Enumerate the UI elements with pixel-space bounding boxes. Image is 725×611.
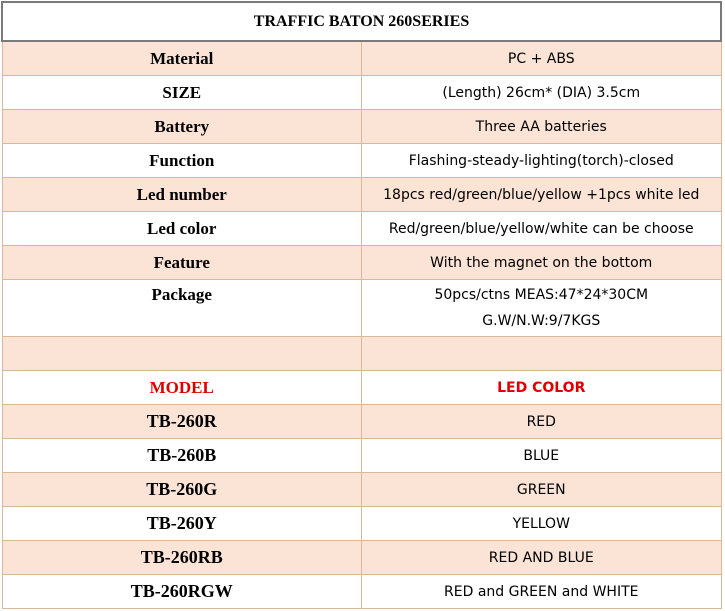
spec-row-material bbox=[2, 41, 721, 76]
model-row bbox=[2, 473, 721, 507]
spec-value: 18pcs red/green/blue/yellow +1pcs white led bbox=[362, 178, 722, 212]
spec-label: Function bbox=[2, 144, 362, 178]
package-line-2: G.W/N.W:9/7KGS bbox=[482, 313, 601, 329]
spec-value: PC + ABS bbox=[362, 41, 722, 76]
spec-value: (Length) 26cm* (DIA) 3.5cm bbox=[362, 76, 722, 110]
title-row bbox=[2, 2, 721, 41]
led-color-column-header: LED COLOR bbox=[362, 371, 722, 405]
spec-label: Led color bbox=[2, 212, 362, 246]
spec-label: Led number bbox=[2, 178, 362, 212]
spec-table bbox=[1, 1, 722, 609]
spec-row-led-number bbox=[2, 178, 721, 212]
spec-label: Feature bbox=[2, 246, 362, 280]
empty-cell bbox=[2, 337, 362, 371]
spec-row-feature bbox=[2, 246, 721, 280]
spec-row-function bbox=[2, 144, 721, 178]
model-row bbox=[2, 575, 721, 609]
model-row bbox=[2, 541, 721, 575]
spec-label: Material bbox=[2, 41, 362, 76]
package-line-1: 50pcs/ctns MEAS:47*24*30CM bbox=[434, 287, 649, 303]
model-row bbox=[2, 507, 721, 541]
model-row bbox=[2, 405, 721, 439]
spec-row-battery bbox=[2, 110, 721, 144]
spec-label: SIZE bbox=[2, 76, 362, 110]
model-name: TB-260RB bbox=[2, 541, 362, 575]
empty-cell bbox=[362, 337, 722, 371]
spec-value: With the magnet on the bottom bbox=[362, 246, 722, 280]
spec-label: Package bbox=[2, 280, 362, 337]
model-led-color: RED and GREEN and WHITE bbox=[362, 575, 722, 609]
spec-row-size bbox=[2, 76, 721, 110]
model-led-color: YELLOW bbox=[362, 507, 722, 541]
spec-value-package bbox=[362, 280, 722, 337]
spec-row-package bbox=[2, 280, 721, 337]
spec-label: Battery bbox=[2, 110, 362, 144]
spacer-row bbox=[2, 337, 721, 371]
model-column-header: MODEL bbox=[2, 371, 362, 405]
model-name: TB-260Y bbox=[2, 507, 362, 541]
model-led-color: GREEN bbox=[362, 473, 722, 507]
model-name: TB-260G bbox=[2, 473, 362, 507]
model-name: TB-260R bbox=[2, 405, 362, 439]
model-row bbox=[2, 439, 721, 473]
spec-value: Red/green/blue/yellow/white can be choose bbox=[362, 212, 722, 246]
model-name: TB-260RGW bbox=[2, 575, 362, 609]
spec-value: Three AA batteries bbox=[362, 110, 722, 144]
table-title: TRAFFIC BATON 260SERIES bbox=[2, 2, 721, 41]
model-led-color: RED AND BLUE bbox=[362, 541, 722, 575]
model-name: TB-260B bbox=[2, 439, 362, 473]
model-led-color: RED bbox=[362, 405, 722, 439]
spec-value: Flashing-steady-lighting(torch)-closed bbox=[362, 144, 722, 178]
spec-row-led-color bbox=[2, 212, 721, 246]
models-header-row bbox=[2, 371, 721, 405]
model-led-color: BLUE bbox=[362, 439, 722, 473]
